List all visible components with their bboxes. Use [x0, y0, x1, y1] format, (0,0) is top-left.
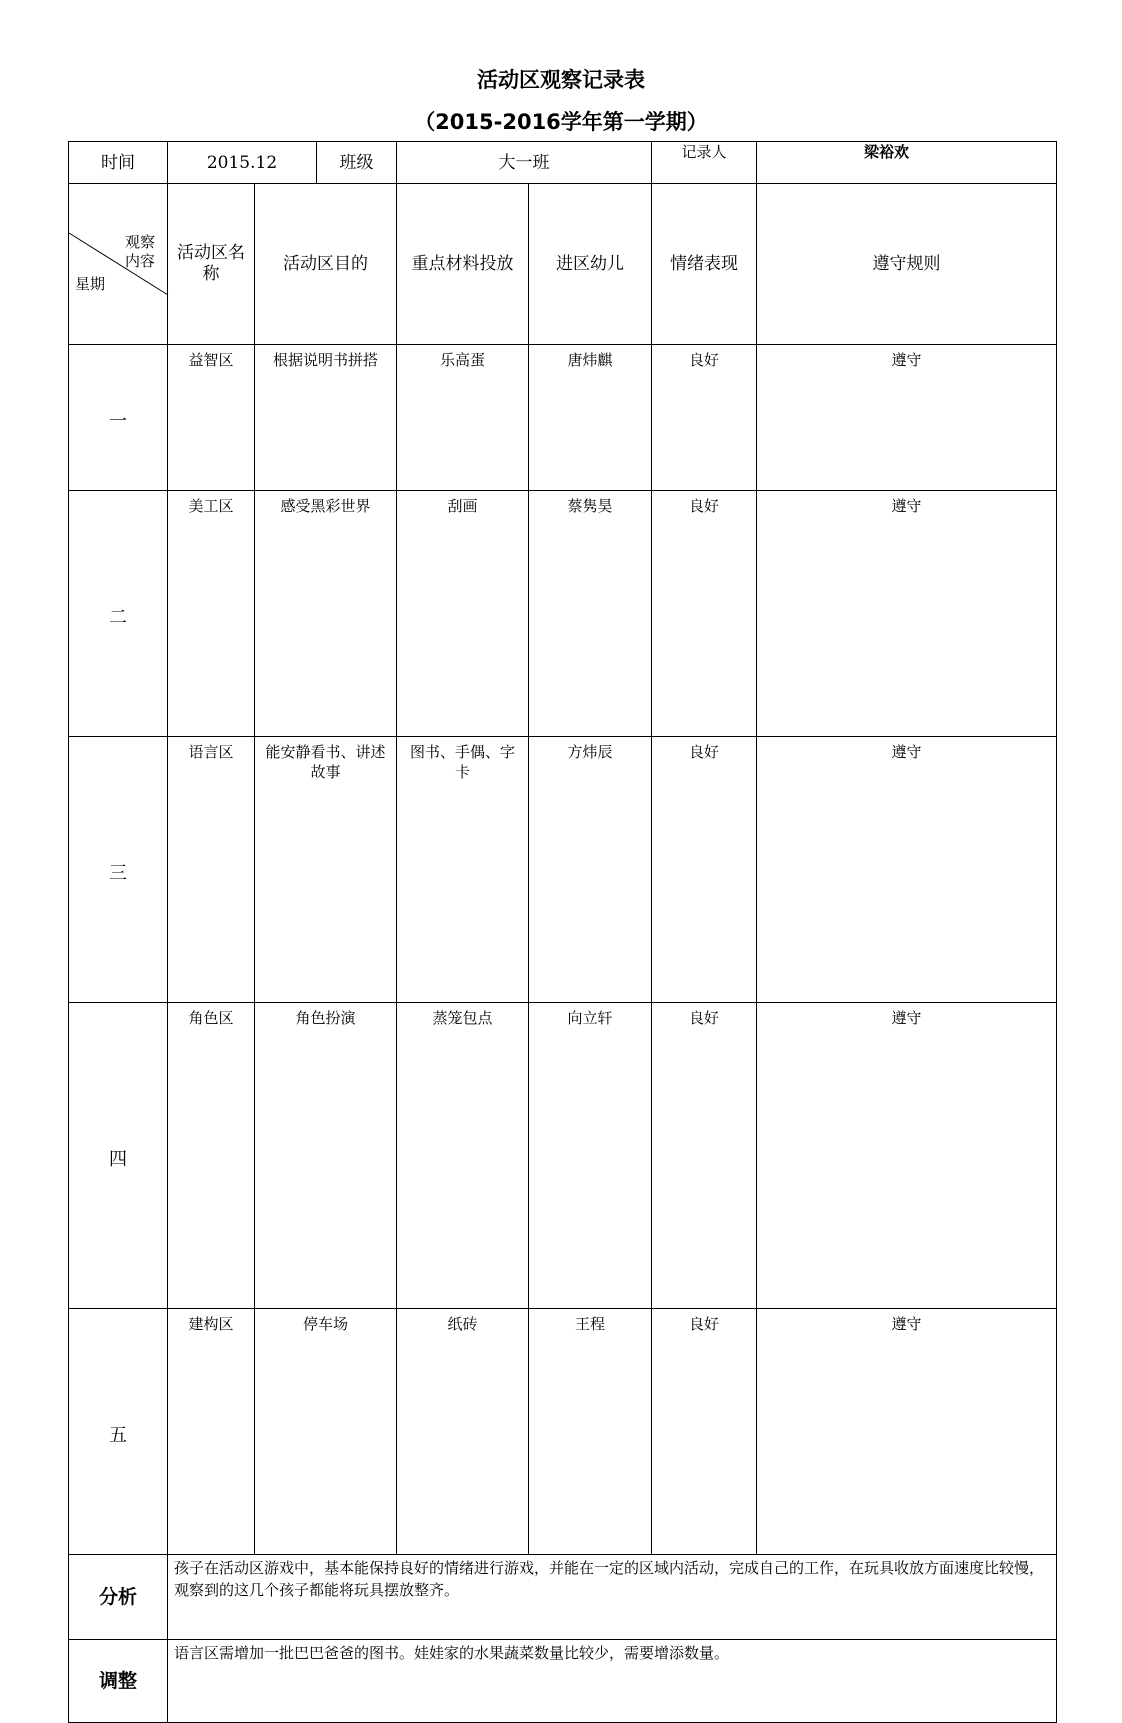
corner-cell — [69, 184, 168, 345]
material-cell: 蒸笼包点 — [397, 1003, 529, 1309]
child-cell: 向立轩 — [529, 1003, 652, 1309]
goal-cell: 能安静看书、讲述故事 — [255, 737, 397, 1003]
column-header-row — [69, 184, 1057, 345]
material-cell: 乐高蛋 — [397, 345, 529, 491]
weekday-cell: 四 — [69, 1003, 168, 1309]
table-row — [69, 737, 1057, 1003]
class-label: 班级 — [317, 142, 397, 184]
analysis-label: 分析 — [69, 1555, 168, 1640]
table-row — [69, 1309, 1057, 1555]
analysis-row — [69, 1555, 1057, 1640]
emotion-cell: 良好 — [652, 1309, 757, 1555]
corner-label-observe: 观察 — [124, 233, 155, 251]
col-header-material: 重点材料投放 — [397, 184, 529, 345]
material-cell: 图书、手偶、字卡 — [397, 737, 529, 1003]
recorder-name: 梁裕欢 — [863, 143, 909, 161]
time-value: 2015.12 — [168, 142, 317, 184]
col-header-rule: 遵守规则 — [757, 184, 1057, 345]
corner-label-content: 内容 — [124, 252, 155, 270]
child-cell: 方炜辰 — [529, 737, 652, 1003]
col-header-area: 活动区名称 — [168, 184, 255, 345]
adjustment-row — [69, 1640, 1057, 1723]
observation-table — [68, 141, 1057, 1723]
child-cell: 蔡隽昊 — [529, 491, 652, 737]
emotion-cell: 良好 — [652, 1003, 757, 1309]
weekday-cell: 五 — [69, 1309, 168, 1555]
rule-cell: 遵守 — [757, 737, 1057, 1003]
rule-cell: 遵守 — [757, 345, 1057, 491]
weekday-cell: 二 — [69, 491, 168, 737]
emotion-cell: 良好 — [652, 737, 757, 1003]
goal-cell: 感受黑彩世界 — [255, 491, 397, 737]
goal-cell: 角色扮演 — [255, 1003, 397, 1309]
goal-cell: 根据说明书拼搭 — [255, 345, 397, 491]
corner-label-weekday: 星期 — [75, 275, 106, 293]
material-cell: 刮画 — [397, 491, 529, 737]
table-row — [69, 1003, 1057, 1309]
header-row — [69, 142, 1057, 184]
class-value: 大一班 — [397, 142, 652, 184]
recorder-value — [757, 142, 1057, 184]
col-header-goal: 活动区目的 — [255, 184, 397, 345]
rule-cell: 遵守 — [757, 491, 1057, 737]
rule-cell: 遵守 — [757, 1309, 1057, 1555]
adjustment-text: 语言区需增加一批巴巴爸爸的图书。娃娃家的水果蔬菜数量比较少，需要增添数量。 — [168, 1640, 1057, 1723]
recorder-label: 记录人 — [652, 142, 757, 184]
material-cell: 纸砖 — [397, 1309, 529, 1555]
analysis-text: 孩子在活动区游戏中，基本能保持良好的情绪进行游戏，并能在一定的区域内活动，完成自己的工作，在玩具收放方面速度比较慢，观察到的这几个孩子都能将玩具摆放整齐。 — [168, 1555, 1057, 1640]
table-row — [69, 345, 1057, 491]
area-cell: 益智区 — [168, 345, 255, 491]
area-cell: 角色区 — [168, 1003, 255, 1309]
time-label: 时间 — [69, 142, 168, 184]
page-title: 活动区观察记录表 — [477, 68, 645, 92]
area-cell: 美工区 — [168, 491, 255, 737]
emotion-cell: 良好 — [652, 345, 757, 491]
rule-cell: 遵守 — [757, 1003, 1057, 1309]
goal-cell: 停车场 — [255, 1309, 397, 1555]
weekday-cell: 三 — [69, 737, 168, 1003]
child-cell: 王程 — [529, 1309, 652, 1555]
col-header-child: 进区幼儿 — [529, 184, 652, 345]
area-cell: 建构区 — [168, 1309, 255, 1555]
adjustment-label: 调整 — [69, 1640, 168, 1723]
page-subtitle: （2015-2016学年第一学期） — [414, 110, 708, 134]
weekday-cell: 一 — [69, 345, 168, 491]
table-row — [69, 491, 1057, 737]
area-cell: 语言区 — [168, 737, 255, 1003]
col-header-emotion: 情绪表现 — [652, 184, 757, 345]
child-cell: 唐炜麒 — [529, 345, 652, 491]
emotion-cell: 良好 — [652, 491, 757, 737]
